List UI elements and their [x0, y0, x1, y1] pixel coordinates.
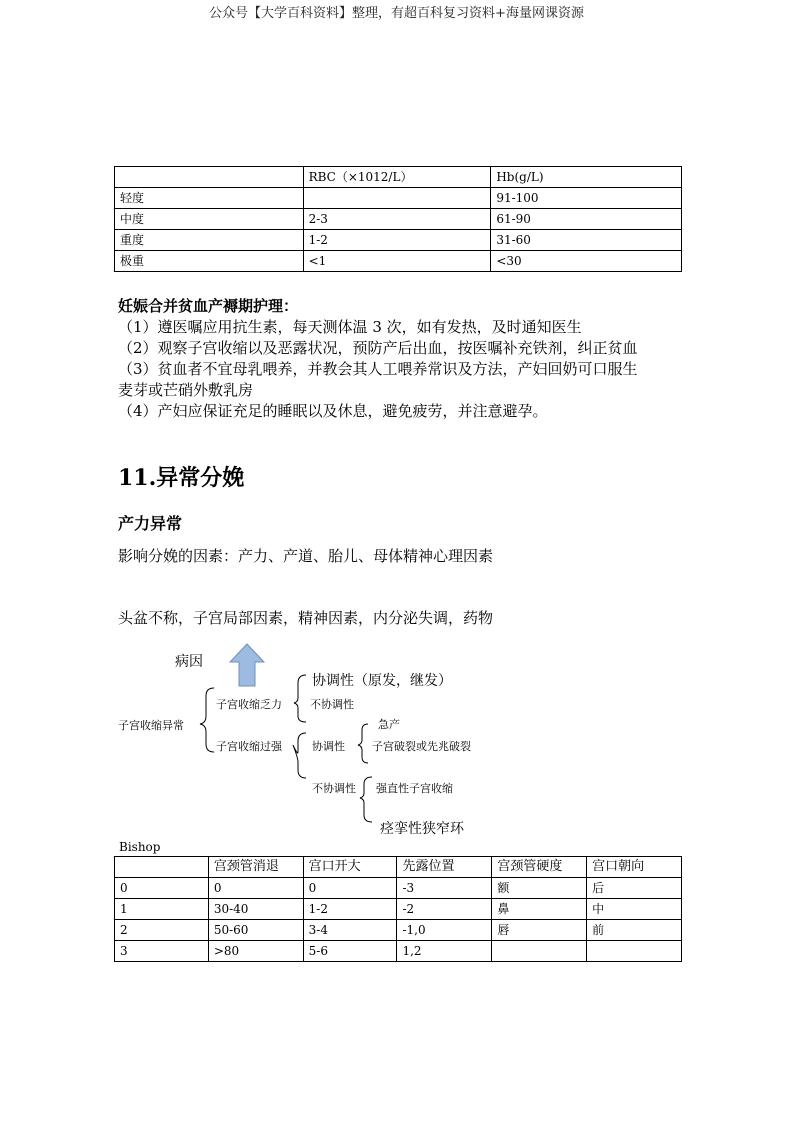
table-header-cell: 宫口开大 [303, 857, 397, 878]
rupture-label: 子宫破裂或先兆破裂 [372, 740, 471, 753]
table-cell: 2 [115, 920, 209, 941]
brace-strong-uncoord [360, 777, 372, 822]
table-cell: -1,0 [397, 920, 492, 941]
table-cell: 中度 [115, 209, 304, 230]
table-cell: -2 [397, 899, 492, 920]
bishop-table [114, 856, 682, 962]
table-header-cell: RBC（×1012/L） [303, 167, 491, 188]
section-title: 11.异常分娩 [118, 465, 245, 491]
table-row [115, 857, 682, 878]
table-cell: 鼻 [492, 899, 587, 920]
table-cell [492, 941, 587, 962]
table-cell: 1-2 [303, 230, 491, 251]
table-cell: 1 [115, 899, 209, 920]
table-cell: 2-3 [303, 209, 491, 230]
brace-strong-coord [358, 724, 368, 763]
table-cell: 50-60 [208, 920, 303, 941]
table-cell: 轻度 [115, 188, 304, 209]
table-header-cell: 宫颈管消退 [208, 857, 303, 878]
spasm-label: 痉挛性狭窄环 [380, 821, 464, 837]
bishop-title: Bishop [119, 840, 161, 854]
table-cell: 1,2 [397, 941, 492, 962]
table-row [115, 899, 682, 920]
section-subtitle: 产力异常 [118, 514, 183, 533]
table-row [115, 920, 682, 941]
strong-uncoord-label: 不协调性 [312, 782, 356, 795]
table-row [115, 878, 682, 899]
brace-strong [293, 733, 306, 778]
table-header-cell [115, 857, 209, 878]
table-cell: 极重 [115, 251, 304, 272]
factors-text: 影响分娩的因素：产力、产道、胎儿、母体精神心理因素 [118, 547, 494, 565]
table-cell: 3-4 [303, 920, 397, 941]
cause-label: 病因 [175, 654, 203, 670]
tetanic-label: 强直性子宫收缩 [376, 782, 453, 795]
table-cell: <1 [303, 251, 491, 272]
table-cell: 3 [115, 941, 209, 962]
table-cell: 31-60 [491, 230, 682, 251]
table-header-cell: 宫口朝向 [587, 857, 682, 878]
table-header-cell: Hb(g/L) [491, 167, 682, 188]
weak-coord-label: 协调性（原发，继发） [312, 673, 452, 689]
strong-coord-label: 协调性 [312, 740, 345, 753]
table-cell: 重度 [115, 230, 304, 251]
nursing-title: 妊娠合并贫血产褥期护理： [118, 297, 299, 315]
brace-root [200, 688, 214, 752]
strong-label: 子宫收缩过强 [216, 740, 282, 753]
table-cell: 61-90 [491, 209, 682, 230]
nursing-item-2: （2）观察子宫收缩以及恶露状况，预防产后出血，按医嘱补充铁剂，纠正贫血 [118, 339, 638, 357]
table-cell: 30-40 [208, 899, 303, 920]
table-cell: -3 [397, 878, 492, 899]
table-cell: 0 [115, 878, 209, 899]
brace-weak [294, 675, 306, 722]
table-cell: <30 [491, 251, 682, 272]
table-cell: 额 [492, 878, 587, 899]
table-cell: >80 [208, 941, 303, 962]
nursing-item-1: （1）遵医嘱应用抗生素，每天测体温 3 次，如有发热，及时通知医生 [118, 318, 582, 336]
table-cell: 前 [587, 920, 682, 941]
page-header: 公众号【大学百科资料】整理，有超百科复习资料+海量网课资源 [209, 6, 584, 21]
nursing-item-3-cont: 麦芽或芒硝外敷乳房 [118, 381, 254, 399]
table-cell: 后 [587, 878, 682, 899]
table-cell: 5-6 [303, 941, 397, 962]
nursing-item-3: （3）贫血者不宜母乳喂养，并教会其人工喂养常识及方法，产妇回奶可口服生 [118, 360, 638, 378]
weak-uncoord-label: 不协调性 [310, 698, 354, 711]
nursing-item-4: （4）产妇应保证充足的睡眠以及休息，避免疲劳，并注意避孕。 [118, 402, 548, 420]
up-arrow-icon [230, 644, 264, 686]
table-cell: 1-2 [303, 899, 397, 920]
causes-text: 头盆不称，子宫局部因素，精神因素，内分泌失调，药物 [118, 609, 494, 627]
table-header-cell: 先露位置 [397, 857, 492, 878]
table-row [115, 941, 682, 962]
table-header-cell: 宫颈管硬度 [492, 857, 587, 878]
table-cell: 0 [208, 878, 303, 899]
table-cell: 中 [587, 899, 682, 920]
weak-label: 子宫收缩乏力 [216, 698, 282, 711]
table-cell: 唇 [492, 920, 587, 941]
rapid-label: 急产 [378, 718, 400, 731]
table-cell: 0 [303, 878, 397, 899]
table-cell: 91-100 [491, 188, 682, 209]
root-label: 子宫收缩异常 [118, 719, 184, 732]
table-cell [587, 941, 682, 962]
